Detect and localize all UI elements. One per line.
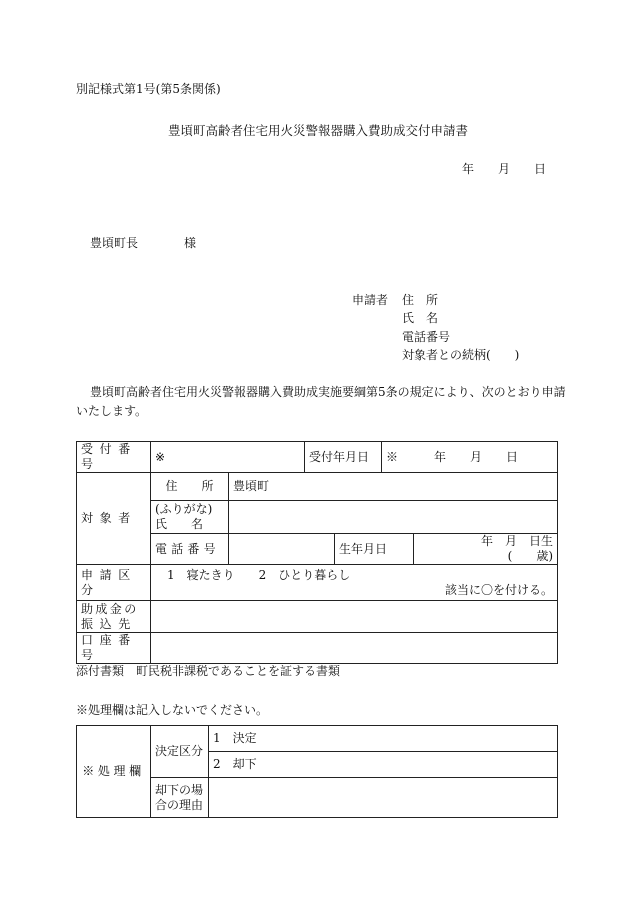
reject-reason-line2: 合の理由: [155, 797, 204, 812]
category-field[interactable]: [151, 565, 558, 601]
addressee: 豊頃町長: [90, 236, 139, 250]
name-field[interactable]: [229, 501, 558, 534]
age-value: ( 歳): [507, 549, 554, 563]
page-title: 豊頃町高齢者住宅用火災警報器購入費助成交付申請書: [168, 123, 469, 138]
address-label: 住 所: [151, 473, 229, 501]
processing-note: ※処理欄は記入しないでください。: [76, 703, 269, 717]
receipt-no-label: 受付番号: [77, 442, 151, 473]
furigana-label: (ふりがな): [155, 502, 213, 516]
bank-label-line1: 助成金の: [81, 601, 139, 616]
furigana-name-label: [151, 501, 229, 534]
attachments-note: 添付書類 町民税非課税であることを証する書類: [76, 664, 341, 678]
phone-field[interactable]: [229, 534, 335, 565]
decision-option-1: 1 決定: [209, 726, 558, 752]
reject-reason-label: [151, 778, 209, 818]
address-field[interactable]: 豊頃町: [229, 473, 558, 501]
birthdate-value: 年 月 日生: [481, 534, 554, 548]
account-label: 口座番号: [77, 633, 151, 664]
receipt-date-label: 受付年月日: [305, 442, 382, 473]
reject-reason-line1: 却下の場: [155, 782, 204, 797]
applicant-relation: 対象者との続柄( ): [402, 348, 520, 362]
decision-option-2: 2 却下: [209, 752, 558, 778]
category-note: 該当に〇を付ける。: [445, 582, 554, 597]
applicant-phone: 電話番号: [402, 330, 451, 344]
account-field[interactable]: [151, 633, 558, 664]
body-text-line2: いたします。: [76, 404, 148, 418]
receipt-date-value: ※ 年 月 日: [382, 442, 558, 473]
receipt-no-value: ※: [151, 442, 305, 473]
addressee-honorific: 様: [184, 236, 197, 250]
bank-label-line2: 振込先: [81, 616, 137, 631]
category-label: 申請区分: [77, 565, 151, 601]
category-options: 1 寝たきり 2 ひとり暮らし: [167, 567, 351, 582]
applicant-label: 申請者: [352, 293, 389, 307]
applicant-name: 氏 名: [402, 311, 439, 325]
name-label: 氏 名: [155, 517, 204, 531]
decision-label: 決定区分: [151, 726, 209, 778]
reject-reason-field[interactable]: [209, 778, 558, 818]
bank-label: [77, 601, 151, 633]
processing-table: [76, 725, 558, 818]
body-text-line1: 豊頃町高齢者住宅用火災警報器購入費助成実施要綱第5条の規定により、次のとおり申請: [90, 385, 566, 399]
phone-label: 電話番号: [151, 534, 229, 565]
birthdate-label: 生年月日: [335, 534, 414, 565]
subject-label: 対象者: [77, 473, 151, 565]
bank-field[interactable]: [151, 601, 558, 633]
form-label: 別記様式第1号(第5条関係): [76, 82, 221, 96]
date-line: 年 月 日: [462, 162, 547, 176]
application-table: [76, 441, 558, 664]
processing-label: ※処理欄: [77, 726, 151, 818]
applicant-address: 住 所: [402, 293, 439, 307]
birthdate-field[interactable]: [414, 534, 558, 565]
